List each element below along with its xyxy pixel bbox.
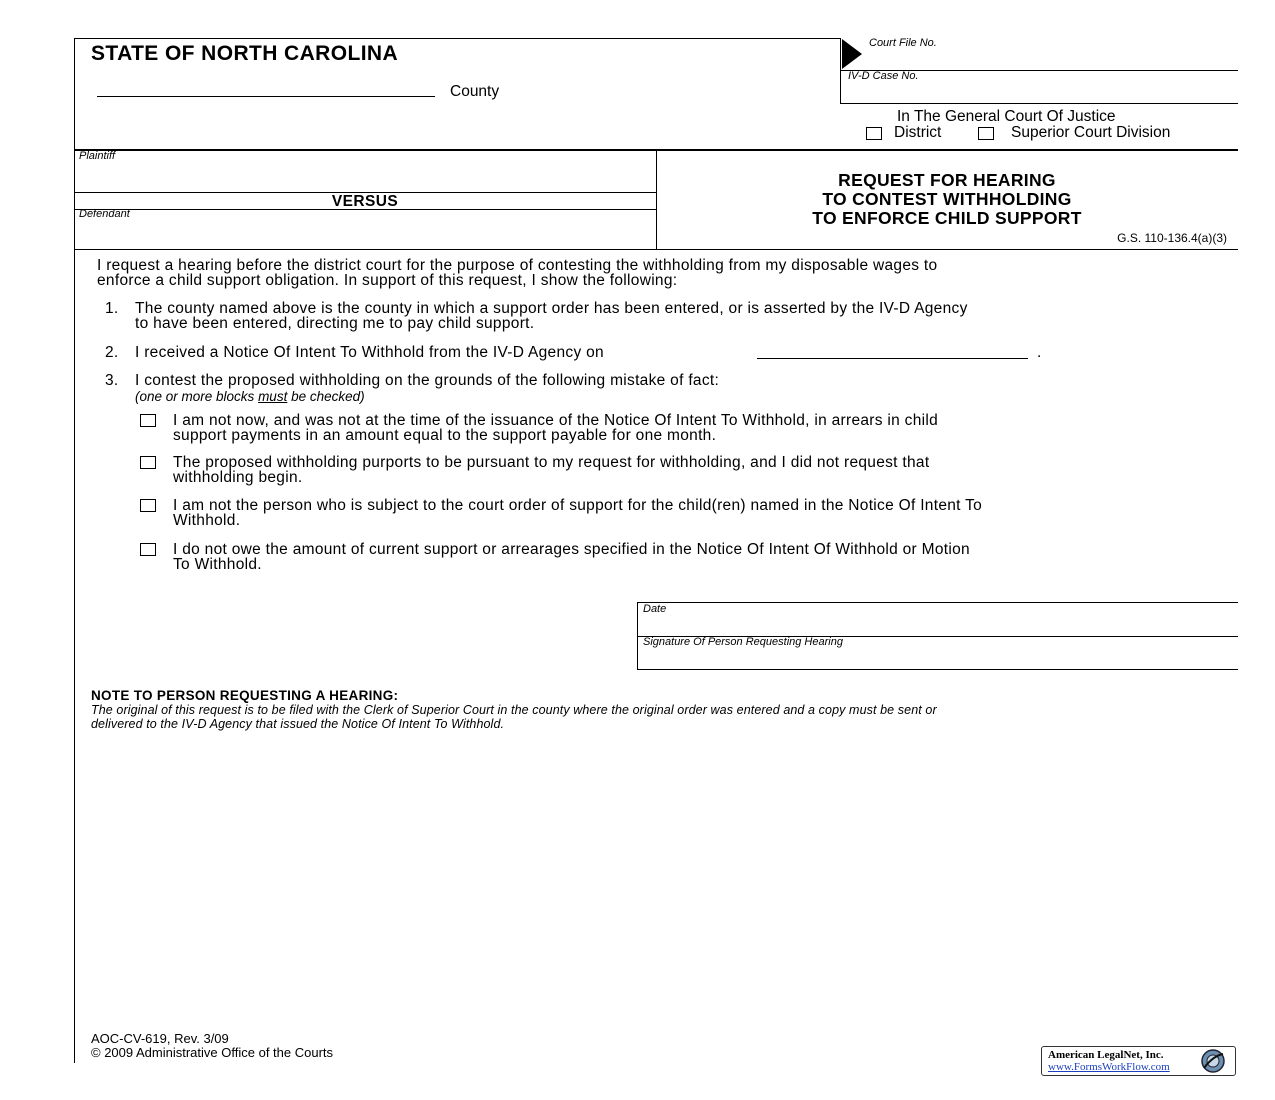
file-box-left-border: [840, 38, 841, 104]
option3-checkbox[interactable]: [140, 499, 156, 512]
superior-court-label: Superior Court Division: [1011, 124, 1171, 141]
district-label: District: [894, 124, 942, 141]
item1-line1: The county named above is the county in which a support order has been entered, or is asserted by the IV-D Agency: [135, 300, 968, 317]
option3-line1: I am not the person who is subject to the court order of support for the child(ren) named in the Notice Of Intent To: [173, 497, 983, 514]
vendor-name: American LegalNet, Inc.: [1048, 1049, 1164, 1061]
copyright: © 2009 Administrative Office of the Courts: [91, 1045, 334, 1060]
note-heading: NOTE TO PERSON REQUESTING A HEARING:: [91, 688, 399, 703]
signature-box-top: [637, 602, 1238, 603]
note-line1: The original of this request is to be filed with the Clerk of Superior Court in the county where the original order was entered and a copy must be sent or: [91, 703, 937, 717]
file-box-marker-icon: [842, 39, 862, 69]
option4-line1: I do not owe the amount of current support or arrearages specified in the Notice Of Intent Of Withhold or Motion: [173, 541, 970, 558]
option1-checkbox[interactable]: [140, 414, 156, 427]
signature-input-line[interactable]: [637, 669, 1238, 670]
option3-line2: Withhold.: [173, 512, 241, 529]
court-name: In The General Court Of Justice: [897, 108, 1116, 125]
item3-text: I contest the proposed withholding on the grounds of the following mistake of fact:: [135, 372, 720, 389]
court-file-no-label: Court File No.: [869, 37, 937, 49]
district-checkbox[interactable]: [866, 127, 882, 140]
item3-note-pre: (one or more blocks: [135, 389, 259, 404]
item1-number: 1.: [105, 300, 119, 317]
option1-line2: support payments in an amount equal to the support payable for one month.: [173, 427, 717, 444]
item2-text: I received a Notice Of Intent To Withhold from the IV-D Agency on: [135, 344, 604, 361]
intro-line1: I request a hearing before the district court for the purpose of contesting the withholding from my disposable wages to: [97, 257, 938, 274]
ivd-case-no-label: IV-D Case No.: [848, 70, 919, 82]
item2-period: .: [1037, 344, 1042, 361]
notice-date-input-line[interactable]: [757, 358, 1028, 359]
item3-number: 3.: [105, 372, 119, 389]
county-input-line[interactable]: [97, 96, 435, 97]
ivd-case-no-line[interactable]: [840, 103, 1238, 104]
vendor-url[interactable]: www.FormsWorkFlow.com: [1048, 1061, 1170, 1073]
item3-note: [135, 389, 365, 404]
form-title-line3: TO ENFORCE CHILD SUPPORT: [812, 208, 1082, 228]
defendant-label: Defendant: [79, 208, 130, 220]
date-label: Date: [643, 603, 667, 615]
statute-reference: G.S. 110-136.4(a)(3): [1117, 231, 1227, 245]
versus-label: VERSUS: [331, 193, 399, 210]
intro-line2: enforce a child support obligation. In support of this request, I show the following:: [97, 272, 678, 289]
item2-number: 2.: [105, 344, 119, 361]
option2-checkbox[interactable]: [140, 456, 156, 469]
item3-note-must: must: [258, 389, 288, 404]
form-title-line2: TO CONTEST WITHHOLDING: [822, 189, 1072, 209]
item3-note-post: be checked): [287, 389, 365, 404]
option2-line1: The proposed withholding purports to be pursuant to my request for withholding, and I did not request that: [173, 454, 930, 471]
top-border: [74, 38, 840, 39]
county-label: County: [450, 83, 500, 100]
form-title-line1: REQUEST FOR HEARING: [838, 170, 1056, 190]
signature-label: Signature Of Person Requesting Hearing: [643, 636, 843, 648]
parties-bottom-border: [74, 249, 1238, 250]
option2-line2: withholding begin.: [173, 469, 303, 486]
vendor-badge[interactable]: [1041, 1046, 1236, 1076]
option4-checkbox[interactable]: [140, 543, 156, 556]
vendor-globe-icon: [1200, 1048, 1226, 1074]
plaintiff-label: Plaintiff: [79, 150, 116, 162]
versus-line: [74, 209, 656, 210]
superior-court-checkbox[interactable]: [978, 127, 994, 140]
note-line2: delivered to the IV-D Agency that issued the Notice Of Intent To Withhold.: [91, 717, 505, 731]
state-name: STATE OF NORTH CAROLINA: [91, 42, 399, 65]
option4-line2: To Withhold.: [173, 556, 262, 573]
form-id: AOC-CV-619, Rev. 3/09: [91, 1031, 229, 1046]
item1-line2: to have been entered, directing me to pay child support.: [135, 315, 535, 332]
option1-line1: I am not now, and was not at the time of the issuance of the Notice Of Intent To Withhold, in arrears in child: [173, 412, 939, 429]
